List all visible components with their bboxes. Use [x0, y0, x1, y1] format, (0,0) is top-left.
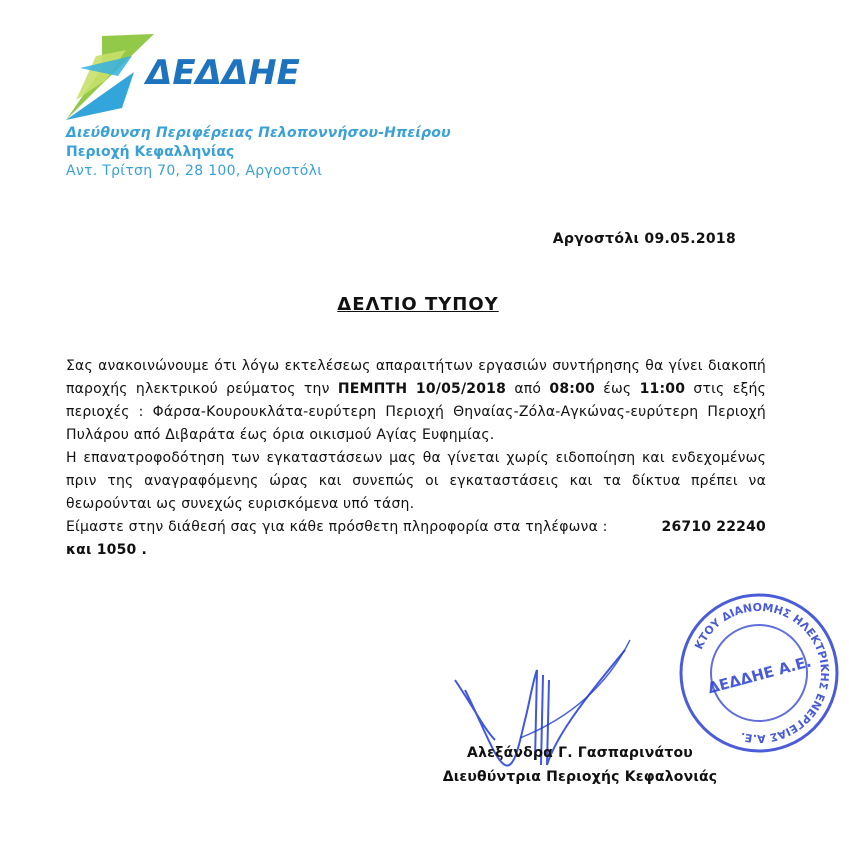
- signatory-block: [400, 741, 760, 789]
- signatory-role: Διευθύντρια Περιοχής Κεφαλονιάς: [442, 769, 718, 785]
- contact-extension: και 1050 .: [66, 542, 148, 558]
- paragraph-contact: [66, 516, 766, 539]
- logo-brand-text: ΔΕΔΔΗΕ: [146, 53, 300, 93]
- stamp-center-text: ΔΕΔΔΗΕ Α.Ε.: [705, 652, 814, 698]
- org-area: Περιοχή Κεφαλληνίας: [66, 144, 235, 160]
- paragraph-contact-cont: [66, 539, 766, 562]
- paragraph-restoration: Η επανατροφοδότηση των εγκαταστάσεων μας θα γίνεται χωρίς ειδοποίηση και ενδεχομένως πριν της αναγραφόμενης ώρας και συνεπώς οι εγκαταστάσεις και τα δίκτυα πρέπει να θεωρούνται ως συνεχώς ευρισκόμενα υπό τάση.: [66, 450, 766, 512]
- outage-start-time: 08:00: [549, 381, 595, 397]
- document-title-wrap: [0, 294, 849, 315]
- deddie-logo-icon: [62, 28, 312, 123]
- organization-header: [66, 124, 451, 181]
- document-title: ΔΕΛΤΙΟ ΤΥΠΟΥ: [337, 294, 499, 315]
- document-body: [66, 355, 766, 562]
- deddie-logo: [62, 28, 312, 123]
- document-date: Αργοστόλι 09.05.2018: [552, 231, 736, 247]
- outage-day: ΠΕΜΠΤΗ 10/05/2018: [337, 381, 507, 397]
- org-address: Αντ. Τρίτση 70, 28 100, Αργοστόλι: [66, 163, 323, 179]
- company-stamp: [676, 590, 842, 756]
- signatory-name: Αλεξάνδρα Γ. Γασπαρινάτου: [467, 745, 693, 761]
- org-directorate: Διεύθυνση Περιφέρειας Πελοποννήσου-Ηπείρου: [66, 125, 451, 141]
- paragraph-outage: [66, 355, 766, 447]
- contact-phone: 26710 22240: [661, 519, 766, 535]
- p3-text-a: Είμαστε στην διάθεσή σας για κάθε πρόσθετη πληροφορία στα τηλέφωνα :: [66, 519, 608, 535]
- p1-text-b: από: [506, 381, 550, 397]
- p1-text-d: στις εξής περιοχές : Φάρσα-Κουρουκλάτα-ευρύτερη Περιοχή Θηναίας-Ζόλα-Αγκώνας-ευρύτερη Περιοχή Πυλάρου από Διβαράτα έως όρια οικισμού Αγίας Ευφημίας.: [66, 381, 766, 443]
- outage-end-time: 11:00: [639, 381, 686, 397]
- stamp-ring-text: ΚΤΟΥ ΔΙΑΝΟΜΗΣ ΗΛΕΚΤΡΙΚΗΣ ΕΝΕΡΓΕΙΑΣ Α.Ε.: [692, 600, 832, 746]
- p1-text-c: έως: [594, 381, 640, 397]
- p1-text-a: Σας ανακοινώνουμε ότι λόγω εκτελέσεως απαραιτήτων εργασιών συντήρησης θα γίνει διακοπή παροχής ηλεκτρικού ρεύματος την: [66, 358, 766, 397]
- stamp-icon: [676, 590, 842, 756]
